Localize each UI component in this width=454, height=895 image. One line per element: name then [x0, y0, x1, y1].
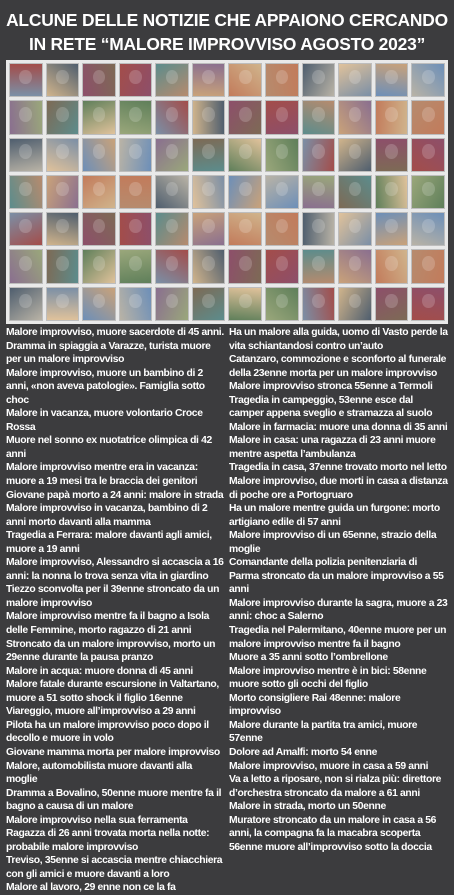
headline-item: Pilota ha un malore improvviso poco dopo il decollo e muore in volo	[6, 719, 209, 745]
news-thumbnail	[375, 100, 409, 134]
news-thumbnail	[302, 212, 336, 246]
title-line-2: IN RETE “MALORE IMPROVVISO AGOSTO 2023”	[28, 34, 426, 54]
headline-item: Malore fatale durante escursione in Valtartano, muore a 51 sotto shock il figlio 16enne	[6, 679, 219, 704]
headline-item: Catanzaro, commozione e sconforto al funerale della 23enne morta per un malore improvviso	[229, 354, 447, 379]
headline-item: Ragazza di 26 anni trovata morta nella notte: probabile malore improvviso	[6, 828, 210, 853]
headline-item: Malore improvviso di un 65enne, strazio della moglie	[229, 530, 437, 555]
headline-item: Malore in strada, morto un 50enne	[229, 801, 386, 813]
news-thumbnail	[228, 287, 262, 321]
news-thumbnail	[82, 138, 116, 172]
news-thumbnail	[411, 175, 445, 209]
news-thumbnail	[82, 249, 116, 283]
news-thumbnail	[375, 175, 409, 209]
news-thumbnail	[119, 212, 153, 246]
headline-item: Malore improvviso in vacanza, bambino di 2 anni morto davanti alla mamma	[6, 503, 208, 528]
news-thumbnail	[375, 63, 409, 97]
headline-item: Malore in vacanza, muore volontario Croce Rossa	[6, 408, 203, 433]
news-thumbnail	[302, 249, 336, 283]
headline-item: Ha un malore alla guida, uomo di Vasto perde la vita schiantandosi contro un’auto	[229, 327, 448, 352]
news-thumbnail	[375, 212, 409, 246]
news-thumbnail	[155, 212, 189, 246]
news-thumbnail	[265, 212, 299, 246]
news-thumbnail	[375, 249, 409, 283]
headline-item: Giovane mamma morta per malore improvviso	[6, 746, 220, 758]
headline-item: Malore improvviso nella sua ferramenta	[6, 814, 188, 826]
headline-item: Va a letto a riposare, non si rialza più: direttore d’orchestra stroncato da malore a 61 anni	[229, 774, 442, 799]
headline-item: Malore improvviso, muore un bambino di 2 anni, «non aveva patologie». Famiglia sotto choc	[6, 367, 205, 406]
news-thumbnail	[192, 63, 226, 97]
headline-item: Dramma a Bovalino, 50enne muore mentre fa il bagno a causa di un malore	[6, 787, 222, 813]
headline-item: Stroncato da un malore improvviso, morto un 29enne durante la pausa pranzo	[6, 638, 216, 664]
news-thumbnail	[155, 63, 189, 97]
headline-item: Viareggio, muore all’improvviso a 29 anni	[6, 706, 196, 718]
headline-item: Dramma in spiaggia a Varazze, turista muore per un malore improvviso	[6, 340, 211, 366]
news-thumbnail	[82, 175, 116, 209]
news-thumbnail	[411, 100, 445, 134]
headline-item: Comandante della polizia penitenziaria di Parma stroncato da un malore improvviso a 55 anni	[229, 557, 444, 596]
news-thumbnail	[9, 138, 43, 172]
news-thumbnail	[338, 100, 372, 134]
news-thumbnail	[265, 175, 299, 209]
headline-item: Muore a 35 anni sotto l’ombrellone	[229, 652, 388, 664]
news-thumbnail	[9, 287, 43, 321]
news-thumbnail	[265, 249, 299, 283]
headline-item: Malore in farmacia: muore una donna di 35 anni	[229, 421, 448, 433]
page-title	[0, 0, 454, 56]
news-thumbnail	[155, 287, 189, 321]
headline-item: Malore improvviso, muore in casa a 59 anni	[229, 760, 429, 772]
headlines-right-column	[229, 326, 448, 853]
headline-item: Malore improvviso mentre è in bici: 58enne muore sotto gli occhi del figlio	[229, 665, 427, 691]
news-thumbnail	[265, 100, 299, 134]
news-thumbnail	[338, 287, 372, 321]
news-thumbnail	[155, 249, 189, 283]
news-thumbnail	[46, 287, 80, 321]
news-thumbnail	[9, 212, 43, 246]
news-thumbnail	[155, 175, 189, 209]
headline-item: Malore improvviso, muore sacerdote di 45 anni.	[6, 327, 224, 338]
headlines-left-column	[6, 326, 225, 894]
news-thumbnail	[9, 249, 43, 283]
headline-item: Malore durante la partita tra amici, muore 57enne	[229, 719, 418, 745]
news-thumbnail	[302, 287, 336, 321]
news-thumbnail	[228, 175, 262, 209]
news-thumbnail	[119, 249, 153, 283]
news-thumbnail	[82, 212, 116, 246]
headline-item: Tiezzo sconvolta per il 39enne stroncato da un malore improvviso	[6, 584, 220, 609]
news-thumbnail	[82, 63, 116, 97]
headline-item: Malore improvviso, Alessandro si accascia a 16 anni: la nonna lo trova senza vita in giardino	[6, 557, 224, 582]
headline-item: Malore, automobilista muore davanti alla moglie	[6, 760, 193, 786]
news-thumbnail	[302, 138, 336, 172]
news-thumbnail	[338, 138, 372, 172]
news-thumbnail	[192, 249, 226, 283]
news-thumbnail	[46, 249, 80, 283]
news-thumbnail	[9, 100, 43, 134]
news-thumbnail	[411, 249, 445, 283]
news-thumbnail	[411, 63, 445, 97]
news-thumbnail	[119, 63, 153, 97]
news-thumbnail	[155, 138, 189, 172]
headline-item: Malore improvviso, due morti in casa a distanza di poche ore a Portogruaro	[229, 476, 448, 501]
headline-item: Morto consigliere Rai 48enne: malore improvviso	[229, 692, 401, 718]
headline-item: Malore improvviso stronca 55enne a Termoli	[229, 381, 433, 393]
news-thumbnail	[338, 249, 372, 283]
headline-item: Dolore ad Amalfi: morto 54 enne	[229, 746, 377, 758]
news-thumbnail	[155, 100, 189, 134]
headline-item: Ha un malore mentre guida un furgone: morto artigiano edile di 57 anni	[229, 503, 440, 528]
news-thumbnail	[119, 100, 153, 134]
headline-item: 56enne muore all’improvviso sotto la doccia	[229, 841, 432, 853]
news-thumbnail	[82, 100, 116, 134]
news-thumbnail	[46, 100, 80, 134]
news-thumbnail	[375, 138, 409, 172]
news-thumbnail	[46, 63, 80, 97]
news-thumbnail	[265, 138, 299, 172]
news-thumbnail	[411, 138, 445, 172]
headline-item: Tragedia nel Palermitano, 40enne muore per un malore improvviso mentre fa il bagno	[229, 625, 447, 650]
news-thumbnail	[228, 249, 262, 283]
news-thumbnail	[411, 212, 445, 246]
headline-item: Tragedia in campeggio, 53enne esce dal camper appena sveglio e stramazza al suolo	[229, 394, 433, 420]
news-thumbnail	[265, 287, 299, 321]
news-thumbnail	[228, 212, 262, 246]
news-thumbnail	[411, 287, 445, 321]
news-thumbnail	[192, 100, 226, 134]
headline-item: Muratore stroncato da un malore in casa a 56 anni, la compagna fa la macabra scoperta	[229, 814, 437, 840]
news-thumbnail	[338, 175, 372, 209]
news-thumbnail	[82, 287, 116, 321]
news-thumbnail	[119, 138, 153, 172]
headline-item: Malore al lavoro, 29 enne non ce la fa	[6, 882, 176, 894]
news-thumbnail	[192, 287, 226, 321]
news-thumbnail	[119, 175, 153, 209]
news-thumbnail	[302, 63, 336, 97]
news-thumbnail	[228, 138, 262, 172]
headline-item: Malore in casa: una ragazza di 23 anni muore mentre aspetta l’ambulanza	[229, 435, 436, 460]
news-thumbnail	[46, 212, 80, 246]
news-thumbnail	[338, 63, 372, 97]
news-headlines	[6, 326, 448, 894]
headline-item: Giovane papà morto a 24 anni: malore in strada	[6, 489, 224, 501]
news-thumbnail	[192, 212, 226, 246]
news-thumbnail	[9, 63, 43, 97]
headline-item: Malore in acqua: muore donna di 45 anni	[6, 665, 193, 677]
headline-item: Malore improvviso durante la sagra, muore a 23 anni: choc a Salerno	[229, 597, 448, 623]
news-thumbnail	[228, 63, 262, 97]
news-thumbnail	[46, 138, 80, 172]
headline-item: Muore nel sonno ex nuotatrice olimpica di 42 anni	[6, 435, 212, 460]
news-thumbnail	[9, 175, 43, 209]
news-thumbnail	[46, 175, 80, 209]
headline-item: Tragedia a Ferrara: malore davanti agli amici, muore a 19 anni	[6, 530, 212, 555]
headline-item: Malore improvviso mentre era in vacanza: muore a 19 mesi tra le braccia dei genitori	[6, 462, 198, 488]
news-thumbnail	[302, 100, 336, 134]
news-screenshot-collage	[6, 60, 448, 324]
news-thumbnail	[192, 175, 226, 209]
news-thumbnail	[375, 287, 409, 321]
news-thumbnail	[228, 100, 262, 134]
headline-item: Treviso, 35enne si accascia mentre chiacchiera con gli amici e muore davanti a loro	[6, 855, 223, 880]
headline-item: Tragedia in casa, 37enne trovato morto nel letto	[229, 462, 447, 474]
news-thumbnail	[265, 63, 299, 97]
news-thumbnail	[302, 175, 336, 209]
news-thumbnail	[338, 212, 372, 246]
title-line-1: ALCUNE DELLE NOTIZIE CHE APPAIONO CERCANDO	[6, 10, 448, 30]
news-thumbnail	[192, 138, 226, 172]
news-thumbnail	[119, 287, 153, 321]
headline-item: Malore improvviso mentre fa il bagno a Isola delle Femmine, morto ragazzo di 21 anni	[6, 611, 210, 637]
